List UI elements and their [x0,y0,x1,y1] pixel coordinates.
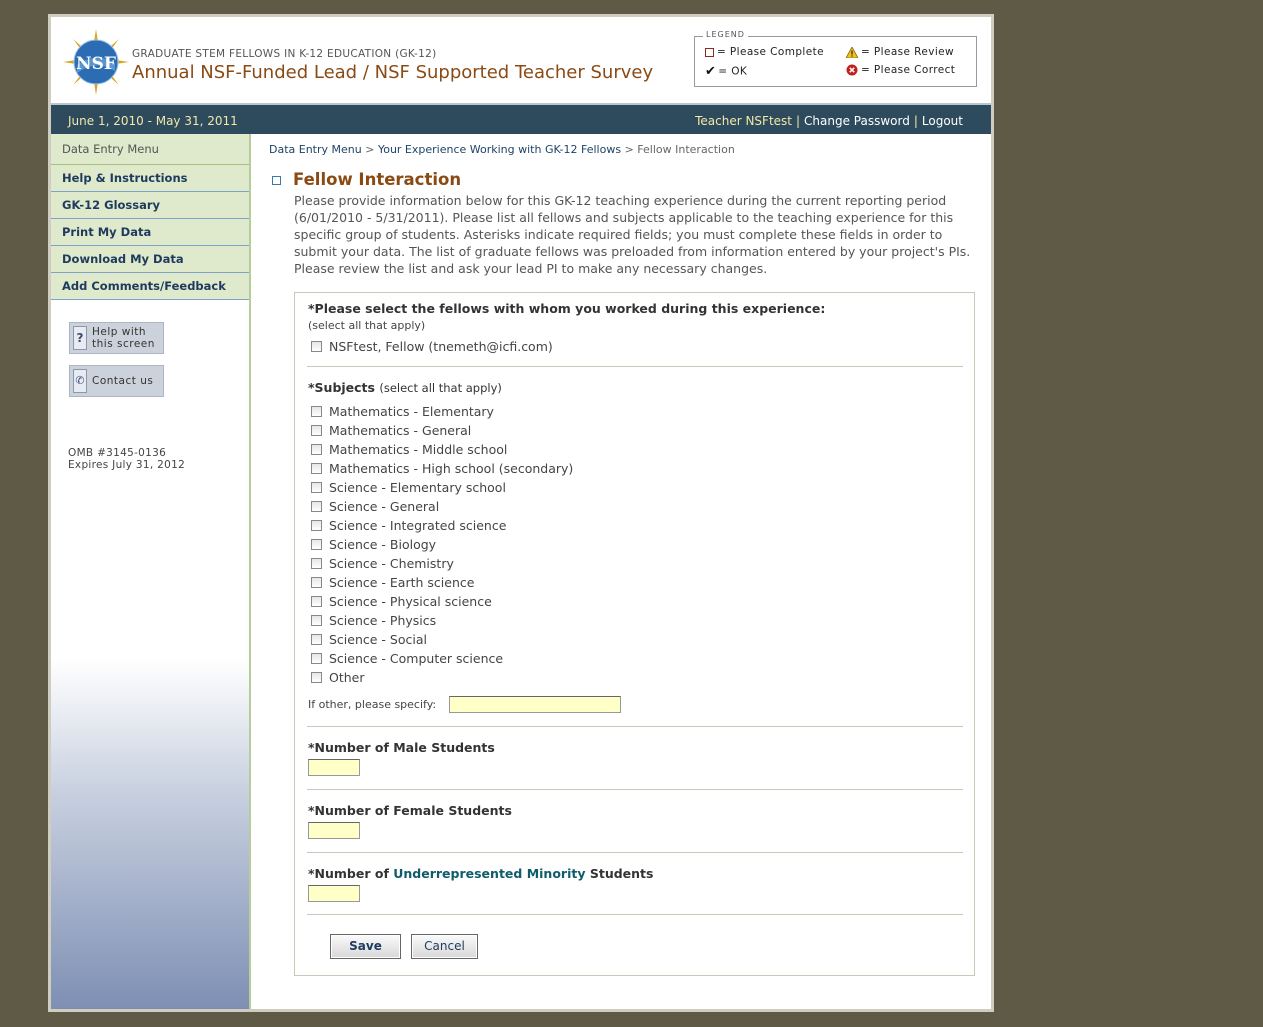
breadcrumb-data-entry-menu[interactable]: Data Entry Menu [269,143,362,156]
subject-option[interactable] [311,442,507,458]
header-title: Annual NSF-Funded Lead / NSF Supported Teacher Survey [132,62,654,83]
section-status-icon [272,176,281,185]
checkmark-icon: ✔ [705,64,717,79]
subject-option[interactable] [311,632,427,648]
subject-label: Mathematics - Middle school [329,442,508,457]
phone-icon: ✆ [73,369,87,393]
breadcrumb: Data Entry Menu > Your Experience Working with GK-12 Fellows > Fellow Interaction [269,143,735,156]
female-students-input[interactable] [308,822,360,839]
fellow-label: NSFtest, Fellow (tnemeth@icfi.com) [329,339,553,354]
top-nav-bar [51,103,991,134]
subject-checkbox[interactable] [311,520,322,531]
fellow-interaction-form [294,292,975,976]
subject-checkbox[interactable] [311,425,322,436]
warning-icon [846,47,858,58]
divider [307,789,963,790]
legend [694,30,977,87]
subject-label: Mathematics - General [329,423,472,438]
logout-link[interactable]: Logout [921,114,963,128]
subject-checkbox[interactable] [311,539,322,550]
sidebar-item-download[interactable]: Download My Data [51,246,249,273]
subjects-label: *Subjects (select all that apply) [308,380,502,395]
omb-number: OMB #3145-0136 [68,447,167,459]
subject-checkbox[interactable] [311,596,322,607]
sidebar-item-glossary[interactable]: GK-12 Glossary [51,192,249,219]
empty-box-icon [705,48,714,57]
subject-label: Science - General [329,499,440,514]
subject-option[interactable] [311,613,436,629]
cancel-button[interactable]: Cancel [411,934,478,959]
subject-option[interactable] [311,670,365,686]
subject-option[interactable] [311,499,439,515]
subject-checkbox[interactable] [311,653,322,664]
page [51,17,991,1009]
change-password-link[interactable]: Change Password [804,114,910,128]
legend-complete: = Please Complete [705,46,824,58]
other-specify-input[interactable] [449,696,621,713]
subject-checkbox[interactable] [311,615,322,626]
question-icon: ? [73,326,87,350]
divider [307,726,963,727]
divider [307,914,963,915]
legend-ok: ✔ = OK [705,64,748,79]
male-students-input[interactable] [308,759,360,776]
other-label: If other, please specify: [308,698,437,711]
sidebar-heading[interactable]: Data Entry Menu [51,134,249,165]
subject-label: Science - Biology [329,537,437,552]
subject-option[interactable] [311,518,506,534]
sidebar-item-comments[interactable]: Add Comments/Feedback [51,273,249,300]
contact-us-button[interactable] [69,365,164,397]
subject-option[interactable] [311,651,503,667]
subject-checkbox[interactable] [311,634,322,645]
subject-checkbox[interactable] [311,463,322,474]
omb-info [68,447,185,471]
subject-label: Science - Physical science [329,594,492,609]
svg-text:NSF: NSF [76,54,116,74]
minority-students-input[interactable] [308,885,360,902]
subject-label: Mathematics - High school (secondary) [329,461,574,476]
divider [307,366,963,367]
subject-checkbox[interactable] [311,672,322,683]
sidebar [51,134,251,1009]
subject-label: Other [329,670,365,685]
intro-text: Please provide information below for this GK-12 teaching experience during the current reporting period (6/01/2010 - 5/31/2011). Please list all fellows and subjects applicable to the teaching experience for this specific group of students. Asterisks indicate required fields; you must complete these fields in order to submit your data. The list of graduate fellows was preloaded from information entered by your project's PIs. Please review the list and ask your lead PI to make any necessary changes. [294,193,971,276]
main-content [251,134,991,1009]
subjects-hint: (select all that apply) [379,381,502,395]
sidebar-item-help[interactable]: Help & Instructions [51,165,249,192]
save-button[interactable]: Save [330,934,401,959]
subject-label: Science - Elementary school [329,480,506,495]
subject-label: Science - Physics [329,613,437,628]
subject-label: Mathematics - Elementary [329,404,494,419]
sidebar-item-print[interactable]: Print My Data [51,219,249,246]
subject-checkbox[interactable] [311,444,322,455]
nsf-logo [63,29,129,95]
subject-option[interactable] [311,461,573,477]
legend-correct: = Please Correct [846,64,955,76]
header-subtitle: GRADUATE STEM FELLOWS IN K-12 EDUCATION (GK-12) [132,48,437,60]
subject-label: Science - Integrated science [329,518,507,533]
subject-label: Science - Social [329,632,427,647]
contact-label: Contact us [92,375,154,387]
reporting-period: June 1, 2010 - May 31, 2011 [68,114,238,128]
subject-label: Science - Computer science [329,651,504,666]
breadcrumb-current: Fellow Interaction [637,143,735,156]
legend-review: = Please Review [846,46,954,58]
subject-checkbox[interactable] [311,558,322,569]
subject-option[interactable] [311,404,494,420]
help-screen-button[interactable] [69,322,164,354]
subject-checkbox[interactable] [311,482,322,493]
subject-label: Science - Earth science [329,575,475,590]
minority-students-label: *Number of Underrepresented Minority Students [308,866,654,881]
subject-option[interactable] [311,575,474,591]
subject-option[interactable] [311,423,471,439]
legend-caption: LEGEND [703,30,748,39]
subject-option[interactable] [311,537,436,553]
female-students-label: *Number of Female Students [308,803,512,818]
fellow-checkbox[interactable] [311,341,322,352]
subject-option[interactable] [311,556,454,572]
header [51,17,991,103]
account-links: Teacher NSFtest | Change Password | Logout [695,114,963,128]
help-line-1: Help with [92,326,147,338]
subject-label: Science - Chemistry [329,556,454,571]
subject-checkbox[interactable] [311,406,322,417]
subject-option[interactable] [311,480,506,496]
fellows-hint: (select all that apply) [308,319,426,332]
page-title: Fellow Interaction [293,170,462,189]
page-frame [48,14,994,1012]
fellows-label: *Please select the fellows with whom you worked during this experience: [308,301,826,316]
male-students-label: *Number of Male Students [308,740,495,755]
omb-expiry: Expires July 31, 2012 [68,459,186,471]
fellow-option[interactable] [311,339,553,355]
breadcrumb-experience[interactable]: Your Experience Working with GK-12 Fellows [377,143,622,156]
error-icon [846,64,858,76]
subject-checkbox[interactable] [311,577,322,588]
user-link[interactable]: Teacher NSFtest [695,114,792,128]
subject-checkbox[interactable] [311,501,322,512]
help-line-2: this screen [92,338,155,350]
subject-option[interactable] [311,594,492,610]
underrepresented-minority-link[interactable]: Underrepresented Minority [393,866,586,881]
divider [307,852,963,853]
